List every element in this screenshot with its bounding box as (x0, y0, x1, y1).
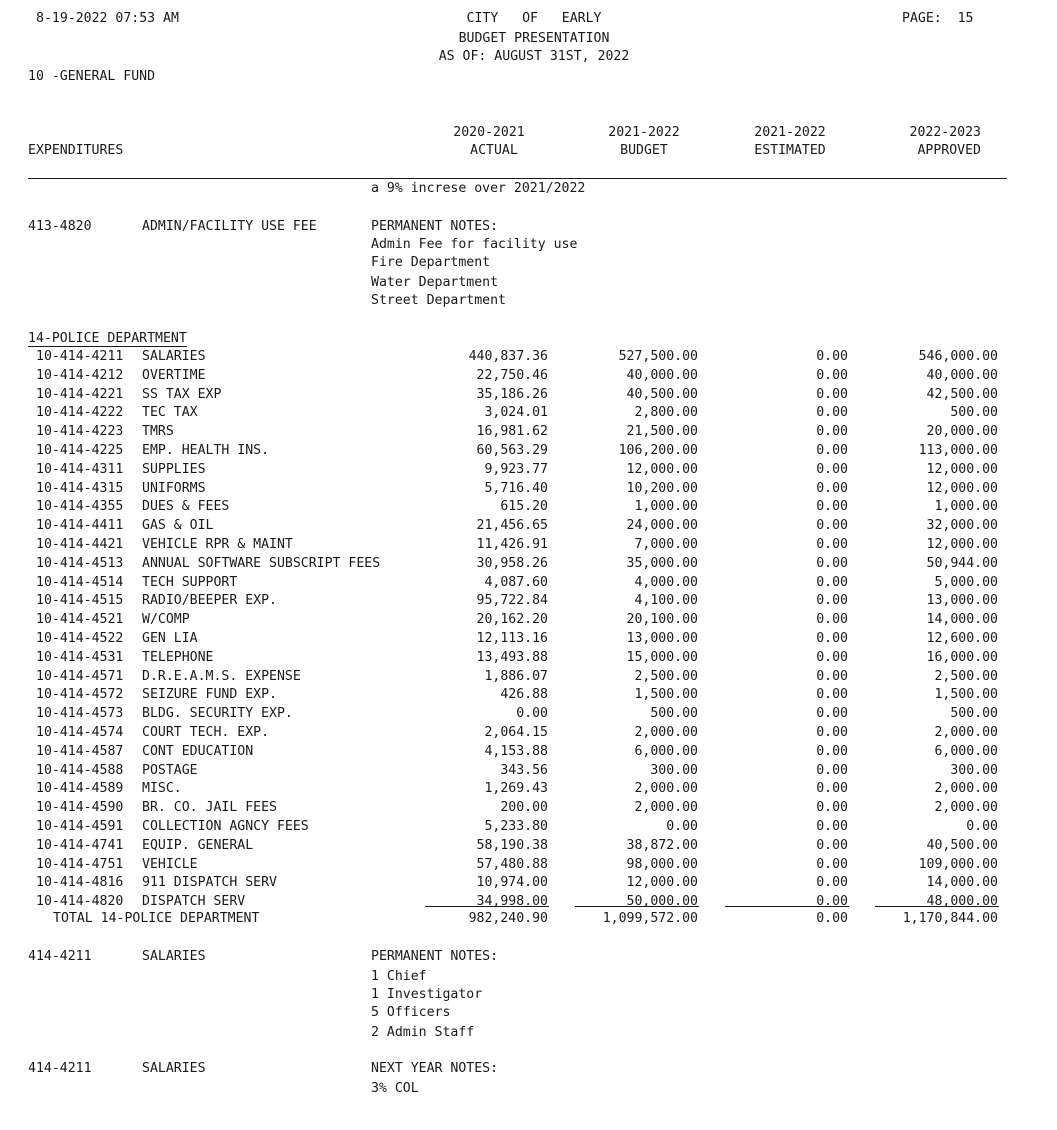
row-description: TECH SUPPORT (142, 574, 238, 590)
row-actual: 60,563.29 (476, 443, 548, 458)
admin-note-line: Street Department (371, 293, 506, 308)
total-actual: 982,240.90 (468, 911, 548, 926)
row-estimated: 0.00 (816, 555, 848, 571)
row-code: 10-414-4411 (36, 518, 124, 534)
row-description: BLDG. SECURITY EXP. (142, 706, 293, 722)
row-actual: 4,153.88 (484, 743, 548, 759)
row-approved: 42,500.00 (926, 386, 998, 402)
row-actual: 30,958.26 (476, 555, 548, 571)
row-estimated: 0.00 (816, 537, 848, 552)
row-description: EMP. HEALTH INS. (142, 443, 270, 458)
row-description: DISPATCH SERV (142, 894, 246, 910)
row-estimated: 0.00 (816, 499, 848, 515)
row-code: 10-414-4515 (36, 593, 124, 609)
row-code: 10-414-4212 (36, 367, 124, 383)
row-budget: 4,100.00 (634, 593, 698, 609)
row-budget: 38,872.00 (626, 837, 698, 853)
row-budget: 40,500.00 (626, 386, 698, 402)
row-estimated: 0.00 (816, 386, 848, 402)
row-code: 10-414-4589 (36, 781, 124, 797)
row-description: COLLECTION AGNCY FEES (142, 819, 309, 834)
row-budget: 10,200.00 (626, 480, 698, 496)
row-actual: 20,162.20 (476, 612, 548, 628)
row-actual: 12,113.16 (476, 631, 548, 646)
note-line: 1 Investigator (371, 987, 483, 1002)
row-estimated: 0.00 (816, 424, 848, 440)
row-estimated: 0.00 (816, 349, 848, 364)
note-line: 5 Officers (371, 1005, 451, 1020)
row-actual: 21,456.65 (476, 518, 548, 534)
row-approved: 40,500.00 (926, 837, 998, 853)
row-estimated: 0.00 (816, 800, 848, 816)
row-code: 10-414-4816 (36, 875, 124, 891)
row-code: 10-414-4590 (36, 800, 124, 816)
report-title: BUDGET PRESENTATION (458, 31, 610, 46)
row-approved: 6,000.00 (934, 743, 998, 759)
row-budget: 6,000.00 (634, 743, 698, 759)
row-description: TMRS (142, 424, 174, 440)
row-actual: 95,722.84 (476, 593, 548, 609)
actual-header: ACTUAL (470, 143, 518, 158)
row-approved: 500.00 (950, 405, 998, 421)
row-actual: 0.00 (516, 706, 548, 722)
row-description: BR. CO. JAIL FEES (142, 800, 277, 816)
row-approved: 5,000.00 (934, 574, 998, 590)
row-budget: 2,000.00 (634, 781, 698, 797)
admin-note-line: Water Department (371, 275, 499, 290)
row-description: SS TAX EXP (142, 386, 222, 402)
row-actual: 22,750.46 (476, 367, 548, 383)
row-actual: 1,269.43 (484, 781, 548, 797)
row-estimated: 0.00 (816, 443, 848, 458)
row-code: 10-414-4571 (36, 668, 124, 684)
row-approved: 16,000.00 (926, 649, 998, 665)
row-approved: 48,000.00 (926, 894, 998, 910)
row-estimated: 0.00 (816, 743, 848, 759)
note-line: NEXT YEAR NOTES: (371, 1061, 499, 1076)
row-actual: 9,923.77 (484, 461, 548, 477)
row-code: 10-414-4574 (36, 725, 124, 740)
approved-header: APPROVED (917, 143, 981, 158)
row-actual: 2,064.15 (484, 725, 548, 740)
row-description: CONT EDUCATION (142, 743, 254, 759)
row-estimated: 0.00 (816, 875, 848, 891)
row-actual: 11,426.91 (476, 537, 548, 552)
row-actual: 200.00 (500, 800, 548, 816)
fund-label: 10 -GENERAL FUND (28, 69, 156, 84)
row-actual: 3,024.01 (484, 405, 548, 421)
row-description: UNIFORMS (142, 480, 206, 496)
total-estimated: 0.00 (816, 911, 848, 926)
row-description: RADIO/BEEPER EXP. (142, 593, 277, 609)
approved-year-header: 2022-2023 (909, 125, 981, 140)
total-budget: 1,099,572.00 (602, 911, 698, 926)
row-estimated: 0.00 (816, 762, 848, 778)
row-approved: 113,000.00 (918, 443, 998, 458)
row-approved: 14,000.00 (926, 875, 998, 891)
budget-total-rule (575, 906, 699, 907)
row-approved: 12,000.00 (926, 461, 998, 477)
note-code: 414-4211 (28, 949, 92, 964)
row-actual: 5,233.80 (484, 819, 548, 834)
row-estimated: 0.00 (816, 649, 848, 665)
row-budget: 15,000.00 (626, 649, 698, 665)
row-estimated: 0.00 (816, 856, 848, 872)
row-budget: 1,500.00 (634, 687, 698, 703)
row-budget: 7,000.00 (634, 537, 698, 552)
actual-year-header: 2020-2021 (453, 125, 525, 140)
row-budget: 20,100.00 (626, 612, 698, 628)
increase-note: a 9% increse over 2021/2022 (371, 181, 586, 196)
total-approved: 1,170,844.00 (902, 911, 998, 926)
row-actual: 5,716.40 (484, 480, 548, 496)
row-description: OVERTIME (142, 367, 206, 383)
row-description: 911 DISPATCH SERV (142, 875, 277, 891)
row-code: 10-414-4355 (36, 499, 124, 515)
row-actual: 615.20 (500, 499, 548, 515)
org-name: CITY OF EARLY (466, 11, 602, 26)
row-approved: 546,000.00 (918, 349, 998, 364)
row-code: 10-414-4421 (36, 537, 124, 552)
row-budget: 50,000.00 (626, 894, 698, 910)
row-description: SEIZURE FUND EXP. (142, 687, 277, 703)
budget-year-header: 2021-2022 (608, 125, 680, 140)
admin-note-line: PERMANENT NOTES: (371, 219, 499, 234)
row-approved: 40,000.00 (926, 367, 998, 383)
row-description: POSTAGE (142, 762, 198, 778)
row-approved: 12,000.00 (926, 537, 998, 552)
row-code: 10-414-4315 (36, 480, 124, 496)
row-description: D.R.E.A.M.S. EXPENSE (142, 668, 301, 684)
row-budget: 2,000.00 (634, 725, 698, 740)
row-description: SALARIES (142, 349, 206, 364)
row-approved: 20,000.00 (926, 424, 998, 440)
row-code: 10-414-4820 (36, 894, 124, 910)
row-code: 10-414-4514 (36, 574, 124, 590)
section-header: EXPENDITURES (28, 143, 124, 158)
note-line: PERMANENT NOTES: (371, 949, 499, 964)
row-code: 10-414-4225 (36, 443, 124, 458)
budget-header: BUDGET (620, 143, 668, 158)
row-actual: 440,837.36 (468, 349, 548, 364)
as-of-date: AS OF: AUGUST 31ST, 2022 (438, 49, 630, 64)
row-code: 10-414-4588 (36, 762, 124, 778)
row-estimated: 0.00 (816, 668, 848, 684)
row-budget: 300.00 (650, 762, 698, 778)
row-description: COURT TECH. EXP. (142, 725, 270, 740)
row-budget: 40,000.00 (626, 367, 698, 383)
estimated-total-rule (725, 906, 849, 907)
row-approved: 300.00 (950, 762, 998, 778)
row-actual: 34,998.00 (476, 894, 548, 910)
row-code: 10-414-4513 (36, 555, 124, 571)
row-approved: 2,500.00 (934, 668, 998, 684)
row-actual: 58,190.38 (476, 837, 548, 853)
row-actual: 13,493.88 (476, 649, 548, 665)
row-description: ANNUAL SOFTWARE SUBSCRIPT FEES (142, 555, 381, 571)
row-code: 10-414-4572 (36, 687, 124, 703)
row-actual: 426.88 (500, 687, 548, 703)
row-estimated: 0.00 (816, 367, 848, 383)
row-budget: 500.00 (650, 706, 698, 722)
row-budget: 13,000.00 (626, 631, 698, 646)
row-estimated: 0.00 (816, 480, 848, 496)
row-code: 10-414-4573 (36, 706, 124, 722)
row-approved: 2,000.00 (934, 800, 998, 816)
approved-total-rule (875, 906, 999, 907)
row-approved: 50,944.00 (926, 555, 998, 571)
row-estimated: 0.00 (816, 894, 848, 910)
row-approved: 12,000.00 (926, 480, 998, 496)
row-description: TELEPHONE (142, 649, 214, 665)
row-description: W/COMP (142, 612, 190, 628)
row-actual: 10,974.00 (476, 875, 548, 891)
row-description: VEHICLE RPR & MAINT (142, 537, 293, 552)
row-approved: 1,000.00 (934, 499, 998, 515)
row-budget: 21,500.00 (626, 424, 698, 440)
admin-note-line: Admin Fee for facility use (371, 237, 578, 252)
row-description: EQUIP. GENERAL (142, 837, 254, 853)
row-code: 10-414-4222 (36, 405, 124, 421)
row-code: 10-414-4521 (36, 612, 124, 628)
row-budget: 2,000.00 (634, 800, 698, 816)
row-code: 10-414-4591 (36, 819, 124, 834)
row-approved: 1,500.00 (934, 687, 998, 703)
estimated-header: ESTIMATED (754, 143, 826, 158)
row-estimated: 0.00 (816, 631, 848, 646)
row-code: 10-414-4587 (36, 743, 124, 759)
row-approved: 0.00 (966, 819, 998, 834)
row-budget: 24,000.00 (626, 518, 698, 534)
row-budget: 98,000.00 (626, 856, 698, 872)
row-actual: 343.56 (500, 762, 548, 778)
row-estimated: 0.00 (816, 593, 848, 609)
page-number: PAGE: 15 (902, 11, 974, 26)
row-estimated: 0.00 (816, 819, 848, 834)
row-estimated: 0.00 (816, 725, 848, 740)
row-approved: 13,000.00 (926, 593, 998, 609)
row-code: 10-414-4522 (36, 631, 124, 646)
row-code: 10-414-4751 (36, 856, 124, 872)
admin-note-name: ADMIN/FACILITY USE FEE (142, 219, 317, 234)
row-actual: 35,186.26 (476, 386, 548, 402)
row-budget: 12,000.00 (626, 875, 698, 891)
row-approved: 2,000.00 (934, 725, 998, 740)
row-budget: 106,200.00 (618, 443, 698, 458)
estimated-year-header: 2021-2022 (754, 125, 826, 140)
row-actual: 1,886.07 (484, 668, 548, 684)
row-estimated: 0.00 (816, 405, 848, 421)
row-approved: 14,000.00 (926, 612, 998, 628)
header-rule (28, 178, 1007, 179)
row-estimated: 0.00 (816, 574, 848, 590)
row-estimated: 0.00 (816, 612, 848, 628)
row-actual: 16,981.62 (476, 424, 548, 440)
row-budget: 2,500.00 (634, 668, 698, 684)
row-budget: 527,500.00 (618, 349, 698, 364)
row-description: SUPPLIES (142, 461, 206, 477)
report-timestamp: 8-19-2022 07:53 AM (36, 11, 179, 26)
row-estimated: 0.00 (816, 518, 848, 534)
row-actual: 4,087.60 (484, 574, 548, 590)
row-code: 10-414-4223 (36, 424, 124, 440)
row-approved: 2,000.00 (934, 781, 998, 797)
row-description: MISC. (142, 781, 182, 797)
row-budget: 12,000.00 (626, 461, 698, 477)
admin-note-line: Fire Department (371, 255, 491, 270)
row-estimated: 0.00 (816, 837, 848, 853)
row-approved: 12,600.00 (926, 631, 998, 646)
row-code: 10-414-4531 (36, 649, 124, 665)
note-line: 1 Chief (371, 969, 427, 984)
row-description: VEHICLE (142, 856, 198, 872)
row-description: GAS & OIL (142, 518, 214, 534)
department-heading: 14-POLICE DEPARTMENT (28, 331, 187, 346)
row-description: GEN LIA (142, 631, 198, 646)
row-estimated: 0.00 (816, 687, 848, 703)
row-estimated: 0.00 (816, 781, 848, 797)
row-estimated: 0.00 (816, 461, 848, 477)
note-name: SALARIES (142, 1061, 206, 1076)
row-approved: 32,000.00 (926, 518, 998, 534)
note-name: SALARIES (142, 949, 206, 964)
row-description: TEC TAX (142, 405, 198, 421)
actual-total-rule (425, 906, 549, 907)
note-code: 414-4211 (28, 1061, 92, 1076)
note-line: 2 Admin Staff (371, 1025, 475, 1040)
row-description: DUES & FEES (142, 499, 230, 515)
row-budget: 2,800.00 (634, 405, 698, 421)
row-actual: 57,480.88 (476, 856, 548, 872)
row-budget: 4,000.00 (634, 574, 698, 590)
row-code: 10-414-4211 (36, 349, 124, 364)
row-approved: 500.00 (950, 706, 998, 722)
row-code: 10-414-4741 (36, 837, 124, 853)
row-code: 10-414-4221 (36, 386, 124, 402)
row-estimated: 0.00 (816, 706, 848, 722)
admin-note-code: 413-4820 (28, 219, 92, 234)
row-budget: 35,000.00 (626, 555, 698, 571)
row-budget: 0.00 (666, 819, 698, 834)
row-code: 10-414-4311 (36, 461, 124, 477)
row-approved: 109,000.00 (918, 856, 998, 872)
row-budget: 1,000.00 (634, 499, 698, 515)
total-label: TOTAL 14-POLICE DEPARTMENT (53, 911, 260, 926)
note-line: 3% COL (371, 1081, 419, 1096)
